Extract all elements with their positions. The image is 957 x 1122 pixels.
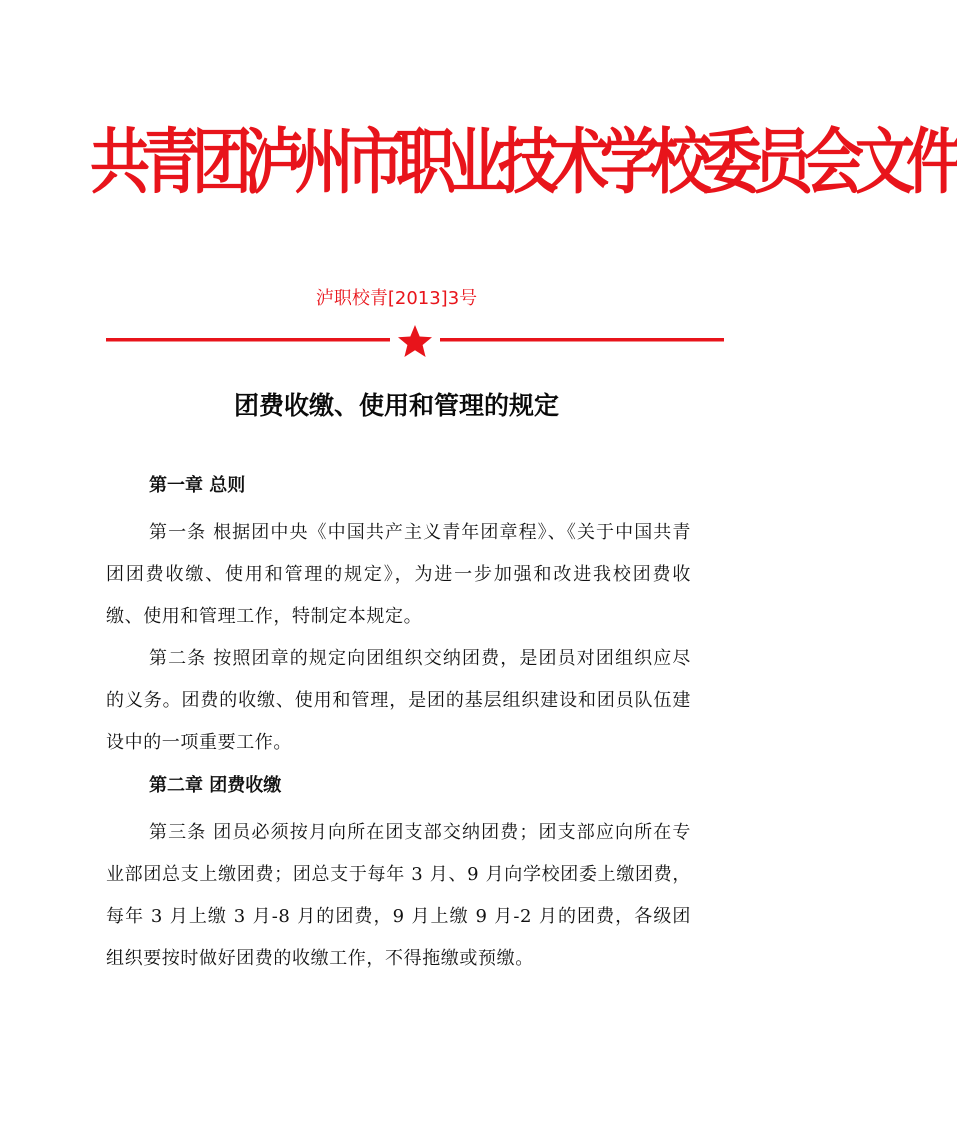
article-paragraph: 第二条 按照团章的规定向团组织交纳团费，是团员对团组织应尽的义务。团费的收缴、使用和管理，是团的基层组织建设和团员队伍建设中的一项重要工作。 xyxy=(106,648,691,753)
divider-line-right xyxy=(440,338,724,342)
chapter-heading: 第二章 团费收缴 xyxy=(149,775,282,796)
document-title: 团费收缴、使用和管理的规定 xyxy=(233,391,559,420)
article-paragraph: 第三条 团员必须按月向所在团支部交纳团费；团支部应向所在专业部团总支上缴团费；团总支于每年 3 月、9 月向学校团委上缴团费，每年 3 月上缴 3 月-8 月的团费，9 月上缴 9 月-2 月的团费，各级团组织要按时做好团费的收缴工作，不得拖缴或预缴。 xyxy=(106,822,691,969)
star-icon xyxy=(398,325,432,357)
document-number: 泸职校青[2013]3号 xyxy=(315,288,478,309)
article-paragraph: 第一条 根据团中央《中国共产主义青年团章程》、《关于中国共青团团费收缴、使用和管理的规定》，为进一步加强和改进我校团费收缴、使用和管理工作，特制定本规定。 xyxy=(106,522,691,627)
chapter-heading: 第一章 总则 xyxy=(149,475,246,496)
divider-line-left xyxy=(106,338,390,342)
document-body xyxy=(106,470,691,980)
red-header-title: 共青团泸州市职业技术学校委员会文件 xyxy=(90,121,957,205)
red-divider xyxy=(106,322,724,362)
